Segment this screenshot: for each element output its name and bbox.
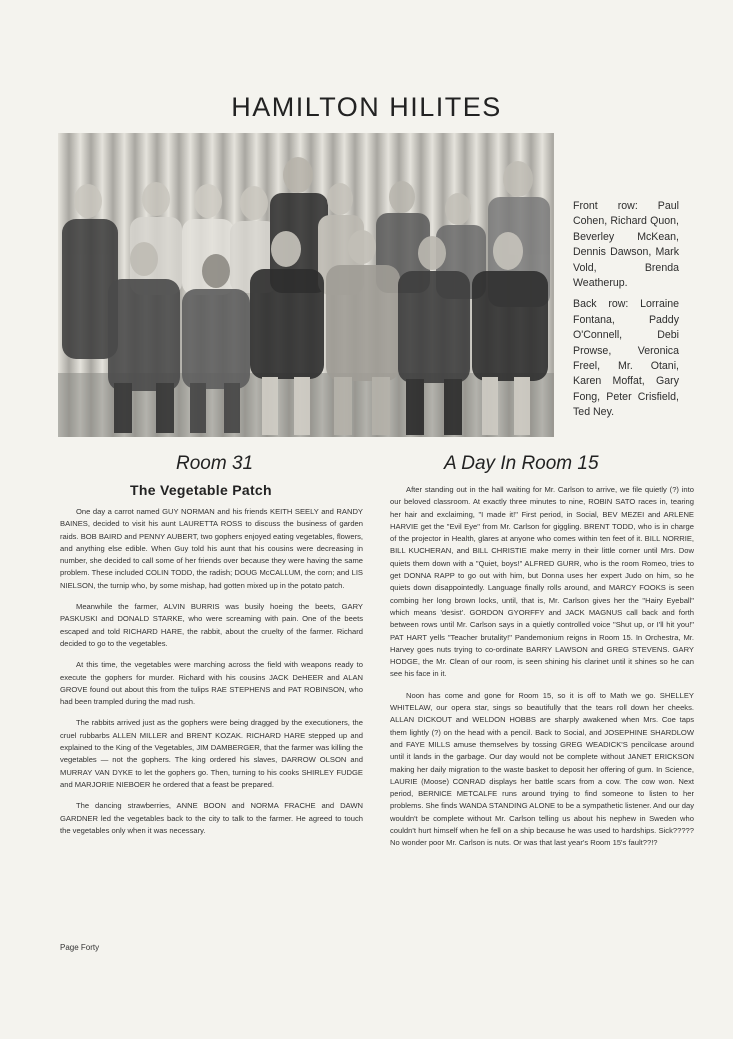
right-paragraph: Noon has come and gone for Room 15, so it is off to Math we go. SHELLEY WHITELAW, our opera star, sings so beautifully that the tears roll down her cheeks. ALLAN DICKOUT and WELDON HOBBS are sharply awakened when Mrs. Coe taps them lightly (?) on the head with a pencil. Back to Social, and JOSEPHINE SHARDLOW and FAYE MILLS amuse themselves by tossing GREG WEADICK'S pencilcase around until it lands in the garbage. Our day would not be complete without JANET ERICKSON making her daily migration to the waste basket to deposit her offering of gum. In Science, LAURIE (Moose) CONRAD displays her battle scars from a cow. The cow won. Next period, BERNICE METCALFE runs around trying to find someone to listen to her problems. She finds WANDA STANDING ALONE to be a sympathetic listener. And our day wouldn't be complete without Mr. Carlson telling us about his nephew in Sweden who couldn't hurt himself when he fell on a ship because he was used to hardships. Sick????? No wonder poor Mr. Carlson is nuts. Or was that last year's Room 15's fault??!? [390,690,694,848]
right-paragraph: After standing out in the hall waiting for Mr. Carlson to arrive, we file quietly (?) into our beloved classroom. At exactly three minutes to nine, ROBIN SATO races in, tearing her hair and exclaiming, "I made it!" First period, in Social, BEV MEZEI and ARLENE HARVIE get the "Evil Eye" from Mr. Carlson for giggling. BRENT TODD, who is in charge of the projector in Health, glares at anyone who comes within ten feet of it. BILL NORRIE, BILL KUCHERAN, and BILL CHRISTIE make merry in their little corner until Mrs. Dow quiets them down with a "Quiet, boys!" ALFRED GURR, who is the room Romeo, tries to get DONNA RAPP to go out with him, but Donna uses her expert Judo on him, so he quiets down disappointedly. Language finally rolls around, and MARCY FOOKS is seen combing her long brown locks, until, that is, Mr. Carlson gives her the "Hairy Eyeball" which means 'desist'. GORDON GYORFFY and JACK MAGNUS call back and forth between rows until Mr. Carlson says in a quietly controlled voice "Shut up, or I'll hit you!" PAT HART yells "Teacher brutality!" Pandemonium reigns in Room 15. In Orchestra, Mr. Harvey goes nuts trying to co-ordinate BARRY LAWSON and GREG STEVENS. GARY HODGE, the Mr. Clean of our room, is seen shining his clarinet until it shines so he can see his face in it. [390,485,694,679]
page-number: Page Forty [60,943,100,952]
class-photo-image [58,133,554,437]
left-paragraph: At this time, the vegetables were marching across the field with weapons ready to execute the gophers for murder. Richard with his cousins JACK DeHEER and ALAN GROVE found out about this from the tulips RAE STEPHENS and PAT ROBINSON, who had been trampled during the mad rush. [60,660,363,707]
class-photo [58,133,554,437]
left-paragraph: The dancing strawberries, ANNE BOON and NORMA FRACHE and DAWN GARDNER led the vegetables back to the city to talk to the farmer. He agreed to touch the vegetables only when it was necessary. [60,801,363,835]
caption-back-row: Back row: Lorraine Fontana, Paddy O'Connell, Debi Prowse, Veronica Freel, Mr. Otani, Karen Moffat, Gary Fong, Peter Crisfield, Ted Ney. [573,298,679,419]
caption-front-row: Front row: Paul Cohen, Richard Quon, Beverley McKean, Dennis Dawson, Mark Vold, Brenda Weatherup. [573,200,679,290]
left-subheading: The Vegetable Patch [130,482,272,498]
left-article [60,506,363,846]
left-paragraph: The rabbits arrived just as the gophers were being dragged by the executioners, the cruel rubbarbs ALLEN MILLER and BRENT KOZAK. RICHARD HARE stepped up and explained to the King of the Vegetables, JIM DAMBERGER, that the farmer was killing the vegetables — not the gophers. The king ordered his slaves, DARROW OLSON and MURRAY VAN DYKE to let the gophers go. Then, turning to his cooks SHIRLEY FUDGE and MARJORIE NIEBOER he ordered that a feast be prepared. [60,718,363,789]
photo-caption [573,199,679,427]
left-paragraph: One day a carrot named GUY NORMAN and his friends KEITH SEELY and RANDY BAINES, decided to visit his aunt LAURETTA ROSS to discuss the business of garden raids. BOB BAIRD and PENNY AUBERT, two gophers enjoyed eating vegetables, flowers, and anything else edible. When Guy told his aunt that his cousins were decreasing in number, she decided to call some of her friends over because they were having the same problem. These included COLIN TODD, the radish; DOUG McCALLUM, the corn; and LIS NIELSON, the turnip who, by some mishap, had gotten mixed up in the potato patch. [60,507,363,590]
left-heading: Room 31 [176,453,254,474]
right-heading: A Day In Room 15 [444,453,599,474]
page-title: HAMILTON HILITES [231,92,502,122]
right-article [390,484,694,859]
left-paragraph: Meanwhile the farmer, ALVIN BURRIS was busily hoeing the beets, GARY PASKUSKI and DONALD STARKE, who were screaming with pain. One of the beets escaped and told RICHARD HARE, the rabbit, about the cruelty of the farmer. Richard decided to go to the vegetables. [60,602,363,648]
